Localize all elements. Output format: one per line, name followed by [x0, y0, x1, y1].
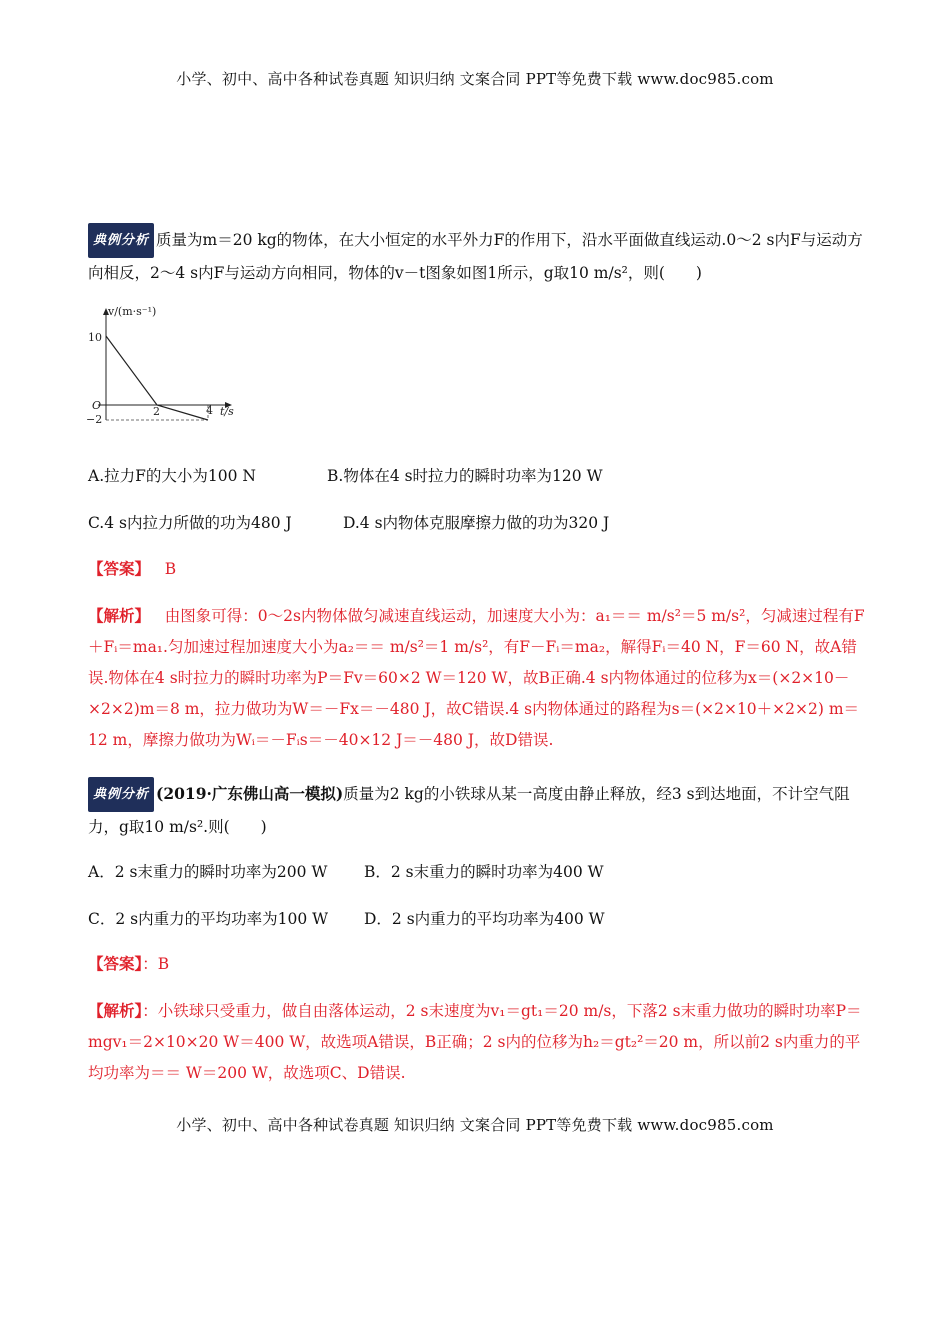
example-badge: 典例分析	[88, 223, 154, 258]
q2-answer-value: ：B	[142, 955, 170, 973]
q2-stem-text: 质量为2 kg的小铁球从某一高度由静止释放，经3 s到达地面，不计空气阻力，g取10 m/s².则( )	[88, 785, 850, 836]
q1-option-a[interactable]: A.拉力F的大小为100 N	[88, 467, 256, 485]
q2-analysis	[88, 995, 868, 1089]
tick-2: 2	[153, 405, 160, 418]
tick-neg2: −2	[86, 413, 103, 426]
q1-answer-label: 【答案】	[88, 559, 151, 578]
q2-analysis-text: ：小铁球只受重力，做自由落体运动，2 s末速度为v₁＝gt₁＝20 m/s，下落2 s末重力做功的瞬时功率P＝mgv₁＝2×10×20 W＝400 W，故选项A错误，B正确；2 s内的位移为h₂＝gt₂²＝20 m，所以前2 s内重力的平均功率为＝＝ W＝200 W，故选项C、D错误.	[88, 1002, 862, 1082]
q2-option-c[interactable]: C．2 s内重力的平均功率为100 W	[88, 910, 329, 928]
q2-option-b[interactable]: B．2 s末重力的瞬时功率为400 W	[364, 863, 604, 881]
q1-answer	[88, 553, 868, 585]
q2-stem	[88, 777, 868, 843]
tick-4: 4	[206, 404, 213, 417]
origin-label: O	[92, 399, 102, 412]
y-axis-label: v/(m·s⁻¹)	[108, 305, 157, 318]
q2-analysis-label: 【解析】	[88, 1001, 143, 1020]
tick-10: 10	[88, 331, 102, 344]
q2-option-d[interactable]: D．2 s内重力的平均功率为400 W	[364, 910, 605, 928]
q2-answer	[88, 948, 868, 980]
q2-option-a[interactable]: A．2 s末重力的瞬时功率为200 W	[88, 863, 328, 881]
q1-option-d[interactable]: D.4 s内物体克服摩擦力做的功为320 J	[343, 514, 610, 532]
q2-answer-label: 【答案】	[88, 954, 143, 973]
q1-analysis-label: 【解析】	[88, 606, 151, 625]
q1-option-c[interactable]: C.4 s内拉力所做的功为480 J	[88, 514, 292, 532]
q1-answer-value: B	[164, 560, 177, 578]
page-footer: 小学、初中、高中各种试卷真题 知识归纳 文案合同 PPT等免费下载 www.doc985.com	[176, 1116, 774, 1134]
page-header: 小学、初中、高中各种试卷真题 知识归纳 文案合同 PPT等免费下载 www.doc985.com	[176, 70, 774, 88]
q1-stem	[88, 223, 868, 289]
x-axis-label: t/s	[220, 405, 234, 418]
q1-analysis	[88, 600, 868, 756]
q2-source: (2019·广东佛山高一模拟)	[156, 784, 344, 803]
vt-graph	[80, 302, 260, 432]
q1-stem-text: 质量为m＝20 kg的物体，在大小恒定的水平外力F的作用下，沿水平面做直线运动.0～2 s内F与运动方向相反，2～4 s内F与运动方向相同，物体的v－t图象如图1所示，g取10 m/s²，则( )	[88, 231, 863, 282]
q1-option-b[interactable]: B.物体在4 s时拉力的瞬时功率为120 W	[327, 467, 603, 485]
example-badge-2: 典例分析	[88, 777, 154, 812]
q1-analysis-text: 由图象可得：0～2s内物体做匀减速直线运动，加速度大小为：a₁＝＝ m/s²＝5 m/s²，匀减速过程有F＋Fᵢ＝ma₁.匀加速过程加速度大小为a₂＝＝ m/s²＝1 m/s²，有F－Fᵢ＝ma₂，解得Fᵢ＝40 N，F＝60 N，故A错误.物体在4 s时拉力的瞬时功率为P＝Fv＝60×2 W＝120 W，故B正确.4 s内物体通过的位移为x＝(×2×10－×2×2)m＝8 m，拉力做功为W＝－Fx＝－480 J，故C错误.4 s内物体通过的路程为s＝(×2×10＋×2×2) m＝12 m，摩擦力做功为Wᵢ＝－Fᵢs＝－40×12 J＝－480 J，故D错误.	[88, 607, 865, 749]
